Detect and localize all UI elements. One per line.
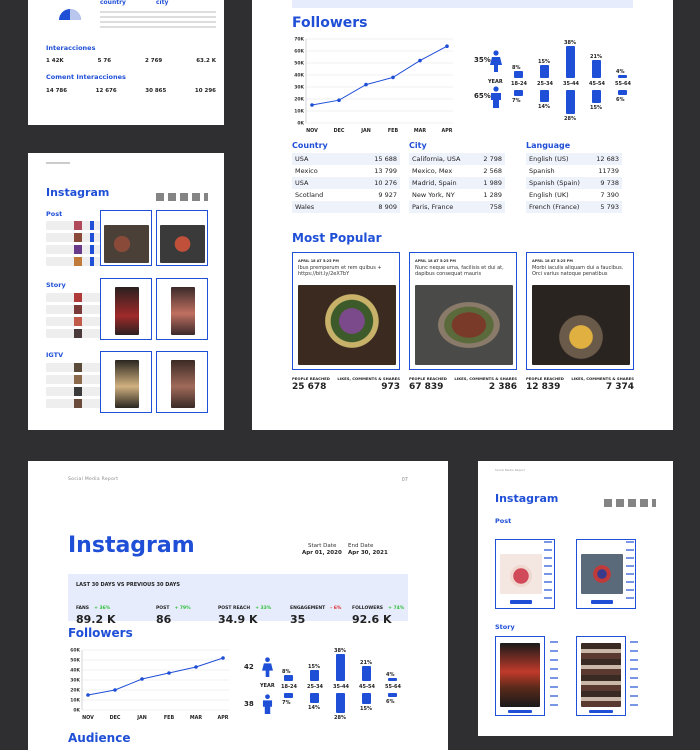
age-group-label: 25-34: [307, 684, 323, 690]
page-number: 07: [401, 477, 408, 483]
age-bar-bottom: [514, 90, 523, 96]
audience-title: Audience: [68, 731, 131, 745]
post-text: Morbi iaculis aliquam dui a faucibus. Orci varius natoque penatibus: [532, 265, 624, 277]
age-bar-top: [362, 666, 371, 681]
data-point: [337, 98, 341, 102]
series-line: [88, 658, 223, 695]
table-row: English (UK) 7 390: [529, 191, 619, 199]
age-bar-bottom: [336, 693, 345, 713]
interactions-values: 1 42K 5 76 2 769 63.2 K: [46, 58, 216, 64]
banner-title: LAST 30 DAYS VS PREVIOUS 30 DAYS: [76, 582, 180, 588]
x-tick-label: APR: [217, 716, 229, 721]
popular-post-card[interactable]: [526, 252, 634, 370]
story-preview-card[interactable]: [100, 278, 152, 340]
page-title: Instagram: [495, 492, 559, 505]
age-pct-top: 4%: [616, 68, 625, 75]
female-figure-icon: [262, 657, 273, 677]
stat-followers: FOLLOWERS + 74% 92.6 K: [352, 606, 405, 626]
interactions-title: Interacciones: [46, 44, 96, 52]
post-date: APRIL 18 AT 5:25 PM: [415, 259, 456, 263]
data-point: [221, 656, 225, 660]
age-chart: [242, 647, 422, 727]
age-pct-bottom: 6%: [386, 699, 395, 706]
start-date-label: Start Date: [308, 543, 337, 549]
table-row: Madrid, Spain 1 989: [409, 177, 505, 189]
y-tick-label: 40K: [294, 73, 304, 79]
followers-title: Followers: [292, 15, 368, 31]
report-header: Social Media Report: [495, 468, 525, 472]
age-pct-bottom: 6%: [616, 97, 625, 104]
table-row: California, USA 2 798: [409, 153, 505, 165]
pie-chart-icon: [58, 4, 82, 22]
data-point: [86, 693, 90, 697]
age-bar-bottom: [618, 90, 627, 95]
age-bar-bottom: [540, 90, 549, 102]
report-page-instagram-summary[interactable]: [28, 461, 448, 750]
female-figure-icon: [490, 50, 502, 72]
y-tick-label: 0K: [73, 708, 80, 714]
age-pct-top: 15%: [538, 59, 550, 66]
language-table: [526, 153, 622, 213]
age-bar-top: [540, 65, 549, 78]
report-page-instagram-posts-2[interactable]: [478, 461, 673, 736]
y-tick-label: 60K: [294, 49, 304, 55]
page-title: Instagram: [46, 186, 110, 199]
x-tick-label: DEC: [333, 129, 345, 134]
x-tick-label: MAR: [189, 716, 203, 721]
x-tick-label: JAN: [361, 129, 371, 134]
data-point: [445, 44, 449, 48]
age-pct-bottom: 14%: [538, 103, 550, 110]
x-tick-label: MAR: [413, 129, 427, 134]
x-tick-label: FEB: [387, 129, 399, 134]
post-date: APRIL 18 AT 5:25 PM: [298, 259, 339, 263]
page-title: Instagram: [68, 533, 195, 558]
age-pct-top: 21%: [360, 659, 372, 666]
age-pct-bottom: 15%: [590, 104, 602, 111]
story-section-title: Story: [46, 281, 66, 289]
report-header: Social Media Report: [68, 477, 119, 482]
age-group-label: 55-64: [615, 81, 631, 87]
popular-post-card[interactable]: [292, 252, 400, 370]
data-point: [167, 671, 171, 675]
table-row: English (US) 12 683: [526, 153, 622, 165]
age-bar-bottom: [592, 90, 601, 103]
age-bar-bottom: [310, 693, 319, 703]
city-table: [409, 153, 505, 213]
post-mini-stats: [544, 541, 552, 603]
table-row: USA 15 688: [292, 153, 400, 165]
age-bar-top: [618, 75, 627, 78]
post-section-title: Post: [46, 210, 63, 218]
igtv-preview-card[interactable]: [156, 351, 208, 413]
city-title: City: [409, 141, 427, 150]
story-mini-stats: [630, 641, 638, 711]
age-bar-top: [336, 654, 345, 681]
story-preview-card[interactable]: [576, 636, 626, 716]
age-pct-top: 4%: [386, 672, 395, 679]
stat-post: POST + 79% 86: [156, 606, 191, 626]
y-tick-label: 50K: [294, 61, 304, 67]
y-tick-label: 20K: [70, 688, 80, 694]
data-point: [194, 665, 198, 669]
age-bar-bottom: [362, 693, 371, 704]
igtv-section-title: IGTV: [46, 351, 64, 359]
table-row: Wales 8 909: [292, 201, 400, 213]
y-tick-label: 30K: [294, 85, 304, 91]
age-bar-top: [310, 670, 319, 681]
age-pct-bottom: 14%: [308, 705, 320, 712]
female-pct: 35%: [474, 56, 491, 64]
table-row: Mexico 13 799: [295, 167, 397, 175]
followers-line-chart: [68, 647, 233, 721]
stat-fans: FANS + 36% 89.2 K: [76, 606, 116, 626]
igtv-list: [46, 363, 101, 411]
age-pct-top: 21%: [590, 54, 602, 61]
table-row: Scotland 9 927: [295, 191, 397, 199]
date-placeholder: [156, 193, 208, 201]
story-preview-card[interactable]: [156, 278, 208, 340]
table-row: New York, NY 1 289: [412, 191, 502, 199]
data-point: [364, 83, 368, 87]
post-preview-card[interactable]: [156, 210, 208, 266]
y-tick-label: 20K: [294, 97, 304, 103]
start-date-value: Apr 01, 2020: [302, 550, 342, 556]
age-pct-bottom: 7%: [282, 700, 291, 707]
table-row: USA 10 276: [292, 177, 400, 189]
age-pct-bottom: 28%: [564, 115, 576, 122]
age-pct-top: 38%: [334, 647, 346, 654]
post-mini-stats: [626, 541, 634, 603]
city-head: city: [156, 0, 169, 6]
post-text: Ibus premperum et rem quibus + https://bit.ly/2eX7bY: [298, 265, 382, 277]
age-chart: [472, 36, 652, 132]
age-group-label: 35-44: [563, 81, 579, 87]
post-list: [46, 221, 101, 269]
end-date-value: Apr 30, 2021: [348, 550, 388, 556]
country-title: Country: [292, 141, 328, 150]
post-preview-card[interactable]: [100, 210, 152, 266]
language-title: Language: [526, 141, 571, 150]
data-point: [310, 103, 314, 107]
age-pct-top: 15%: [308, 664, 320, 671]
table-row: Paris, France 758: [409, 201, 505, 213]
popular-post-card[interactable]: [409, 252, 517, 370]
y-tick-label: 50K: [70, 658, 80, 664]
post-section-title: Post: [495, 517, 512, 525]
x-tick-label: NOV: [306, 129, 318, 134]
y-tick-label: 40K: [70, 668, 80, 674]
age-bar-top: [566, 46, 575, 78]
y-tick-label: 10K: [70, 698, 80, 704]
country-head: country: [100, 0, 126, 6]
table-row: Mexico, Mex 2 568: [412, 167, 502, 175]
table-row: French (France) 5 793: [526, 201, 622, 213]
age-bar-bottom: [566, 90, 575, 114]
age-bar-bottom: [388, 693, 397, 697]
male-pct: 65%: [474, 92, 491, 100]
table-row: Spanish 11739: [529, 167, 619, 175]
report-page-main[interactable]: Followers 70K 60K 50K 40K 30K 20K 10K 0K NOV DEC JAN FEB MAR APR 35% 65% YEAR 8% 7% 18-24 15% 14% 25-34 38% 28% 35-44 21% 15% 45-54 4% 6% 55-64 Country City Language USA 15 688 Mexico 13 799 USA 10 276 Scotland 9 927 Wales 8 909 California, USA 2 798 Mexico, Mex 2 568 Madrid, Spain 1 989 New York, NY 1 289 Paris, France 758 English (US) 12 683 Spanish 11739 Spanish (Spain) 9 738 English (UK) 7 390 French (France) 5 793 Most Popular APRIL 18 AT 5:25 PM Ibus premperum et rem quibus + https://bit.ly/2eX7bY APRIL 18 AT 5:25 PM Nunc neque urna, facilisis et dui at, dapibus consequat mauris APRIL 18 AT 5:25 PM Morbi iaculis aliquam dui a faucibus. Orci varius natoque penatibus PEOPLE REACHED LIKES, COMMENTS & SHARES 25 678 973 PEOPLE REACHED LIKES, COMMENTS & SHARES 67 839 2 386 PEOPLE REACHED LIKES, COMMENTS & SHARES 12 839 7 374: [252, 0, 673, 430]
comments-title: Coment Interacciones: [46, 73, 126, 81]
y-tick-label: 0K: [297, 121, 304, 127]
end-date-label: End Date: [348, 543, 374, 549]
stat-engagement: ENGAGEMENT - 6% 35: [290, 606, 342, 626]
x-tick-label: JAN: [137, 716, 147, 721]
year-label: YEAR: [488, 79, 503, 85]
age-group-label: 45-54: [589, 81, 605, 87]
top-banner-strip: [292, 0, 633, 8]
x-tick-label: APR: [441, 129, 453, 134]
stat-post-reach: POST REACH + 33% 34.9 K: [218, 606, 272, 626]
report-page-1[interactable]: [28, 0, 224, 125]
data-point: [391, 76, 395, 80]
post-photo: [298, 285, 396, 365]
post-photo: [415, 285, 513, 365]
post-date: APRIL 18 AT 5:25 PM: [532, 259, 573, 263]
y-tick-label: 30K: [70, 678, 80, 684]
age-group-label: 18-24: [281, 684, 297, 690]
y-tick-label: 10K: [294, 109, 304, 115]
female-pct: 42: [244, 663, 254, 671]
page-header-line: [46, 162, 70, 164]
story-preview-card[interactable]: [495, 636, 545, 716]
mini-table-lines: [100, 9, 216, 31]
story-list: [46, 293, 101, 341]
report-page-instagram-posts[interactable]: [28, 153, 224, 430]
x-tick-label: DEC: [109, 716, 121, 721]
age-group-label: 45-54: [359, 684, 375, 690]
year-label: YEAR: [260, 683, 275, 689]
stats-banner: [68, 574, 408, 626]
age-pct-bottom: 7%: [512, 97, 521, 104]
age-bar-top: [388, 678, 397, 681]
data-point: [418, 59, 422, 63]
age-pct-top: 38%: [564, 39, 576, 46]
age-group-label: 55-64: [385, 684, 401, 690]
post-photo: [532, 285, 630, 365]
age-pct-bottom: 28%: [334, 715, 346, 722]
comments-values: 14 786 12 676 30 865 10 296: [46, 88, 216, 94]
male-pct: 38: [244, 700, 254, 708]
age-bar-top: [592, 60, 601, 78]
data-point: [113, 688, 117, 692]
y-tick-label: 70K: [294, 37, 304, 43]
post-text: Nunc neque urna, facilisis et dui at, dapibus consequat mauris: [415, 265, 504, 277]
age-pct-bottom: 15%: [360, 705, 372, 712]
series-line: [312, 46, 447, 105]
story-mini-stats: [550, 641, 558, 711]
story-section-title: Story: [495, 623, 515, 631]
age-bar-top: [284, 675, 293, 681]
followers-line-chart: [292, 36, 457, 134]
x-tick-label: NOV: [82, 716, 94, 721]
age-bar-bottom: [284, 693, 293, 698]
male-figure-icon: [490, 86, 502, 108]
age-bar-top: [514, 71, 523, 78]
date-placeholder: [604, 499, 656, 507]
male-figure-icon: [262, 694, 273, 714]
country-table: [292, 153, 400, 213]
age-group-label: 18-24: [511, 81, 527, 87]
most-popular-title: Most Popular: [292, 231, 382, 245]
age-pct-top: 8%: [282, 669, 291, 676]
age-group-label: 35-44: [333, 684, 349, 690]
age-pct-top: 8%: [512, 65, 521, 72]
igtv-preview-card[interactable]: [100, 351, 152, 413]
age-group-label: 25-34: [537, 81, 553, 87]
followers-title: Followers: [68, 626, 133, 640]
x-tick-label: FEB: [163, 716, 175, 721]
table-row: Spanish (Spain) 9 738: [526, 177, 622, 189]
data-point: [140, 677, 144, 681]
y-tick-label: 60K: [70, 648, 80, 654]
